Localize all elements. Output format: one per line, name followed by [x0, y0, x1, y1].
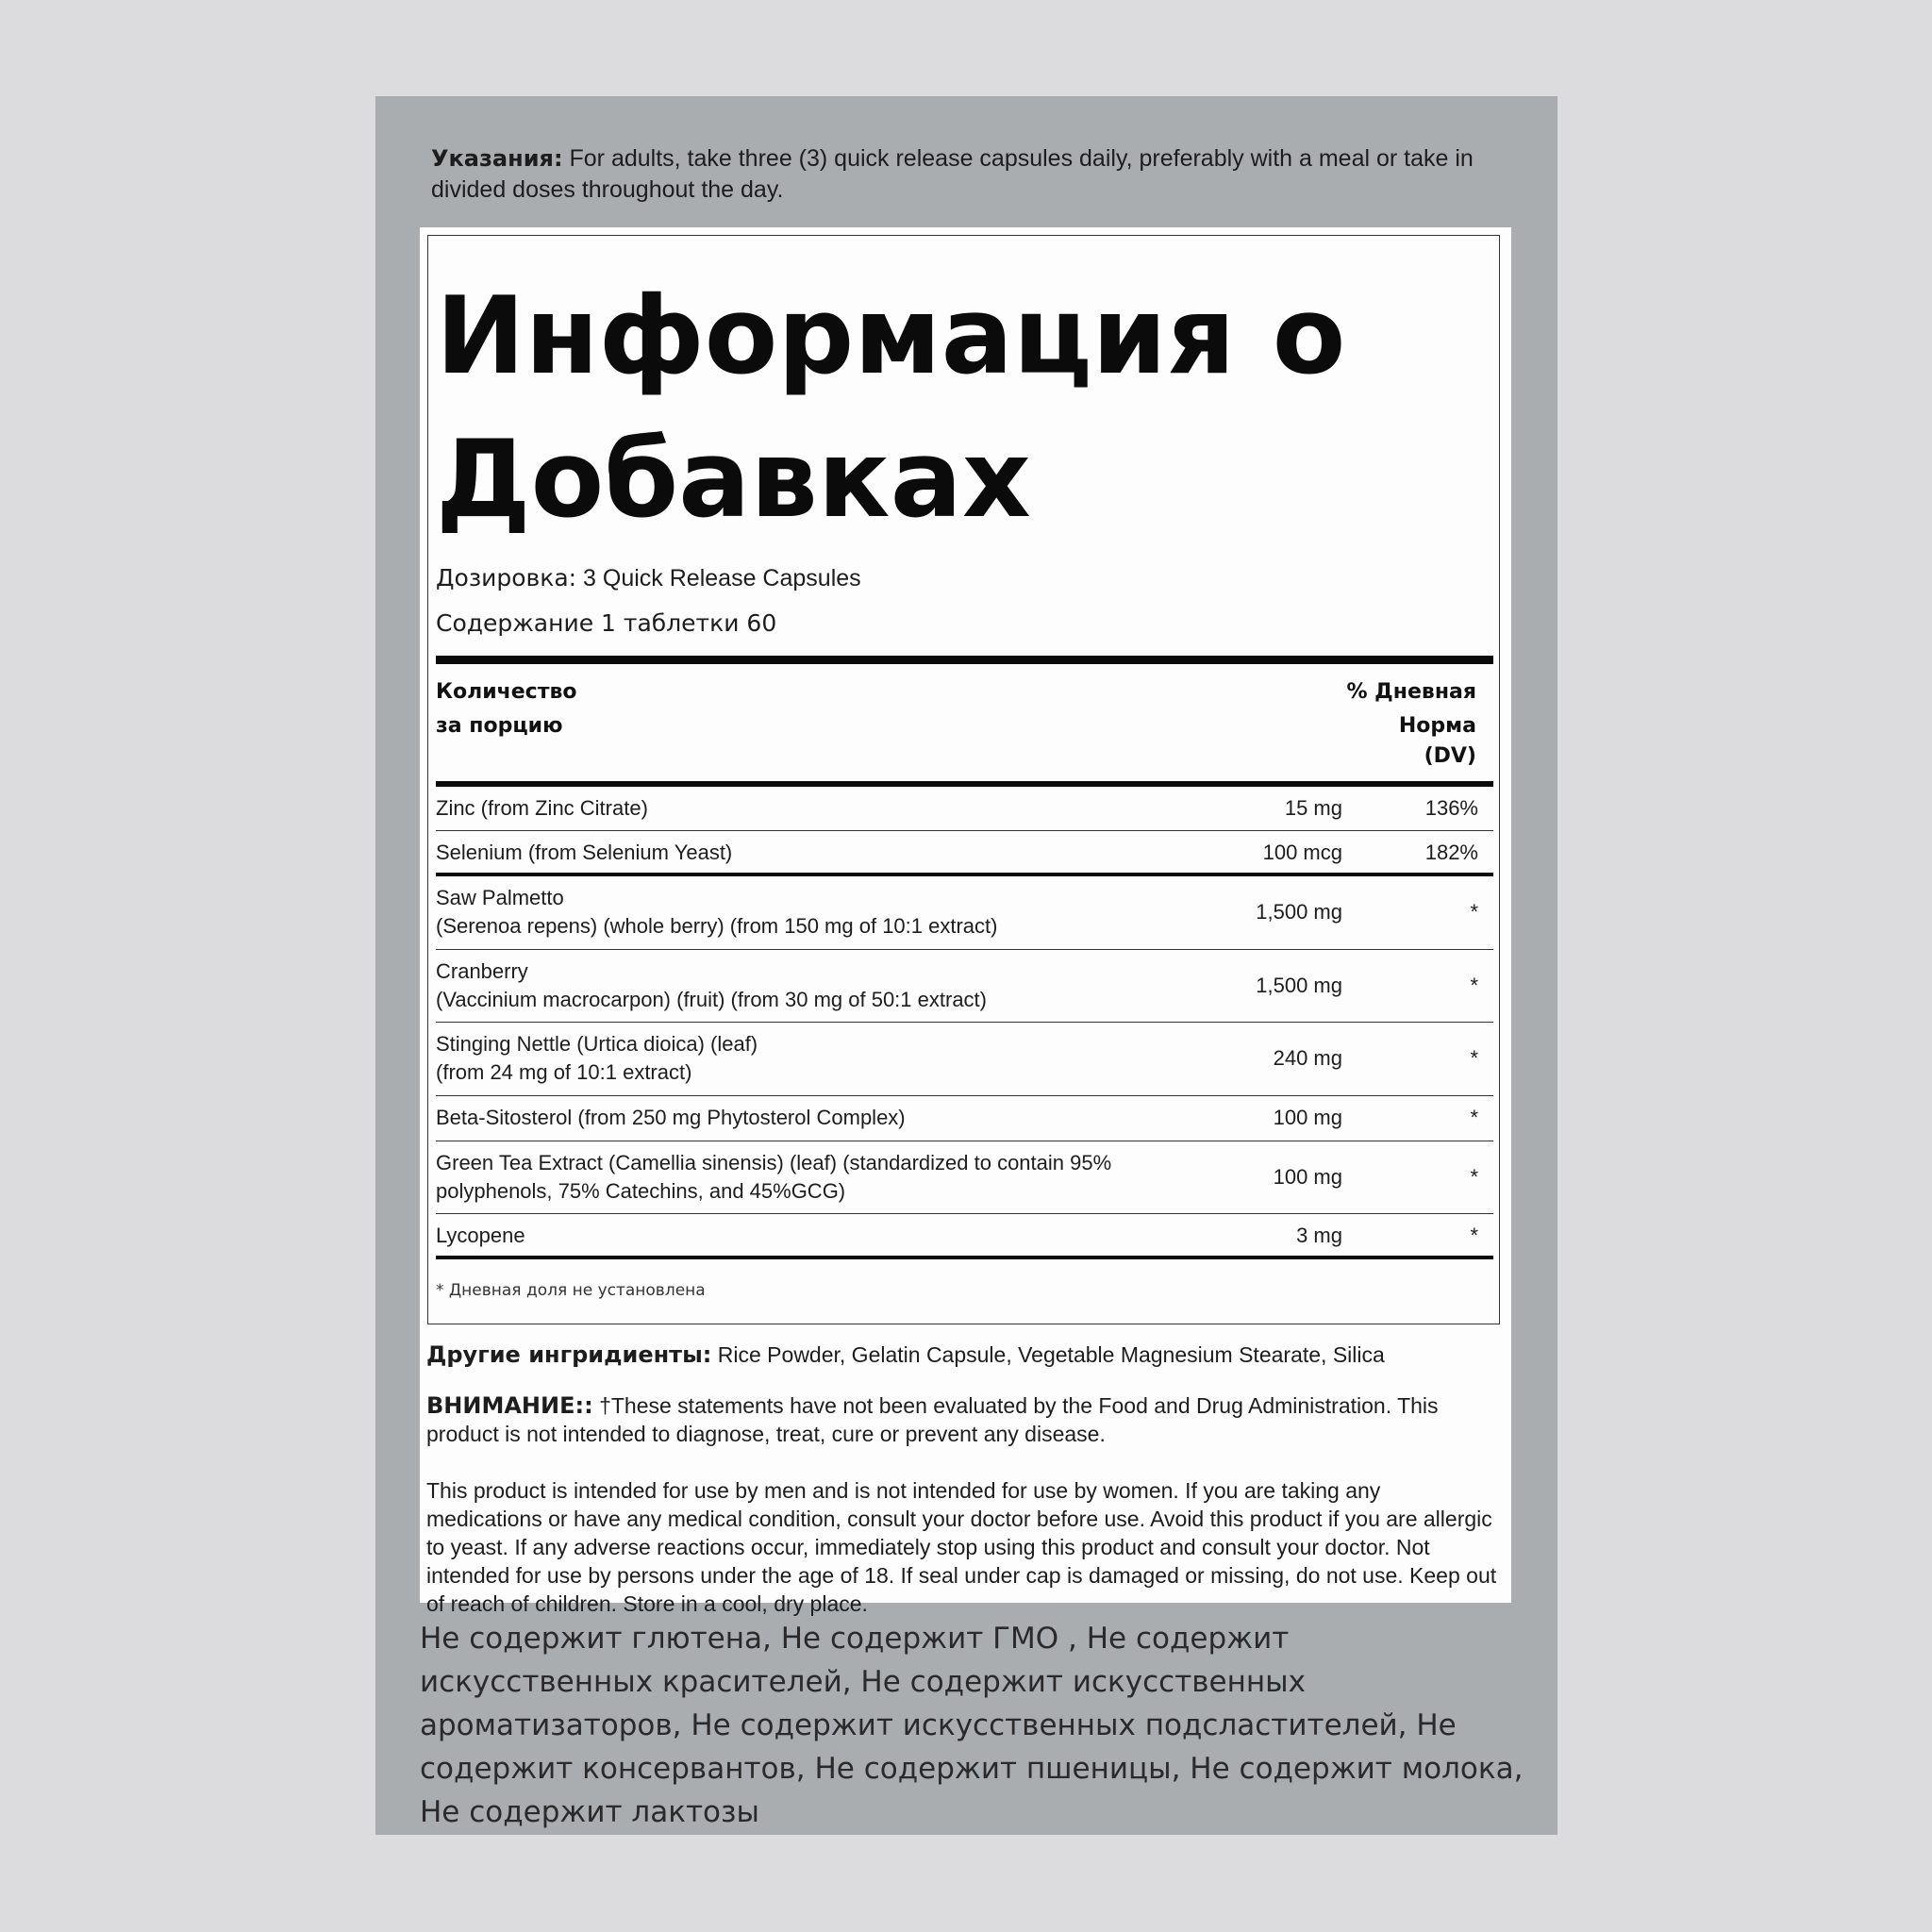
nutrient-row: [436, 787, 1493, 831]
nutrient-daily-value: *: [1470, 974, 1478, 997]
nutrient-row: [436, 831, 1493, 876]
nutrient-table: [436, 787, 1493, 1259]
nutrient-amount: 100 mg: [1273, 1106, 1342, 1129]
serving-size-value: 3 Quick Release Capsules: [576, 565, 861, 591]
directions-label: Указания:: [431, 145, 563, 172]
nutrient-daily-value: *: [1470, 1165, 1478, 1189]
nutrient-amount: 240 mg: [1273, 1046, 1342, 1070]
warning-label: ВНИМАНИЕ::: [426, 1392, 593, 1419]
nutrient-name: Selenium (from Selenium Yeast): [436, 841, 733, 864]
nutrient-row: [436, 1023, 1493, 1096]
facts-white-area: [420, 227, 1511, 1616]
other-ingredients-text: Rice Powder, Gelatin Capsule, Vegetable Magnesium Stearate, Silica: [711, 1342, 1385, 1367]
amount-per-serving-header: [436, 675, 576, 743]
thick-rule-top: [436, 656, 1493, 664]
nutrient-row: [436, 950, 1493, 1023]
free-of-claims: Не содержит глютена, Не содержит ГМО , Не содержит искусственных красителей, Не содержит искусственных ароматизаторов, Не содержит искусственных подсластителей, Не содержит консервантов, Не содержит пшеницы, Не содержит молока, Не содержит лактозы: [420, 1622, 1524, 1829]
nutrient-daily-value: 182%: [1424, 841, 1478, 864]
header-right-line3: (DV): [1424, 744, 1476, 768]
nutrient-daily-value: *: [1470, 1224, 1478, 1247]
nutrient-row: [436, 1214, 1493, 1259]
daily-value-footnote: * Дневная доля не установлена: [436, 1281, 706, 1300]
nutrient-name: Green Tea Extract (Camellia sinensis) (leaf) (standardized to contain 95% polyphenols, 75% Catechins, and 45%GCG): [436, 1151, 1112, 1203]
warning-statement: [426, 1391, 1502, 1448]
other-ingredients-label: Другие ингридиенты:: [426, 1341, 712, 1368]
nutrient-amount: 100 mg: [1273, 1165, 1342, 1189]
header-right-line1: % Дневная: [1346, 680, 1476, 704]
nutrient-name: Zinc (from Zinc Citrate): [436, 796, 648, 820]
serving-size: [436, 564, 861, 592]
directions-body: For adults, take three (3) quick release capsules daily, preferably with a meal or take in divided doses throughout the day.: [431, 145, 1474, 203]
nutrient-name: Beta-Sitosterol (from 250 mg Phytosterol Complex): [436, 1106, 906, 1129]
nutrient-row: [436, 876, 1493, 950]
nutrient-name: Saw Palmetto (Serenoa repens) (whole berry) (from 150 mg of 10:1 extract): [436, 886, 998, 938]
nutrient-daily-value: *: [1470, 1106, 1478, 1129]
supplement-label-panel: [375, 96, 1557, 1835]
other-ingredients: [426, 1341, 1502, 1369]
facts-title: Информация о Добавках: [436, 274, 1346, 541]
nutrient-name: Lycopene: [436, 1224, 525, 1247]
nutrient-row: [436, 1096, 1493, 1141]
usage-warning: This product is intended for use by men and is not intended for use by women. If you are taking any medications or have any medical condition, consult your doctor before use. Avoid this product if you are allergic to yeast. If any adverse reactions occur, immediately stop using this product and consult your doctor. Not intended for use by persons under the age of 18. If seal under cap is damaged or missing, do not use. Keep out of reach of children. Store in a cool, dry place.: [426, 1478, 1497, 1616]
supplement-facts-box: [427, 235, 1500, 1324]
header-right-line2: Норма: [1398, 714, 1476, 738]
nutrient-name: Stinging Nettle (Urtica dioica) (leaf) (from 24 mg of 10:1 extract): [436, 1032, 758, 1084]
servings-per-container: Содержание 1 таблетки 60: [436, 609, 777, 637]
nutrient-daily-value: *: [1470, 1046, 1478, 1070]
nutrient-amount: 1,500 mg: [1256, 974, 1342, 997]
directions-text: [431, 143, 1507, 206]
nutrient-amount: 1,500 mg: [1256, 900, 1342, 924]
daily-value-header: [1346, 675, 1476, 770]
warning-text: †These statements have not been evaluated by the Food and Drug Administration. This product is not intended to diagnose, treat, cure or prevent any disease.: [426, 1393, 1439, 1446]
nutrient-row: [436, 1141, 1493, 1214]
serving-size-label: Дозировка:: [436, 564, 577, 591]
nutrient-amount: 100 mcg: [1262, 841, 1342, 864]
header-left-line2: за порцию: [436, 714, 563, 738]
header-left-line1: Количество: [436, 680, 577, 704]
nutrient-name: Cranberry (Vaccinium macrocarpon) (fruit) (from 30 mg of 50:1 extract): [436, 959, 987, 1011]
nutrient-daily-value: *: [1470, 900, 1478, 924]
nutrient-daily-value: 136%: [1424, 796, 1478, 820]
nutrient-amount: 3 mg: [1296, 1224, 1342, 1247]
nutrient-amount: 15 mg: [1284, 796, 1342, 820]
